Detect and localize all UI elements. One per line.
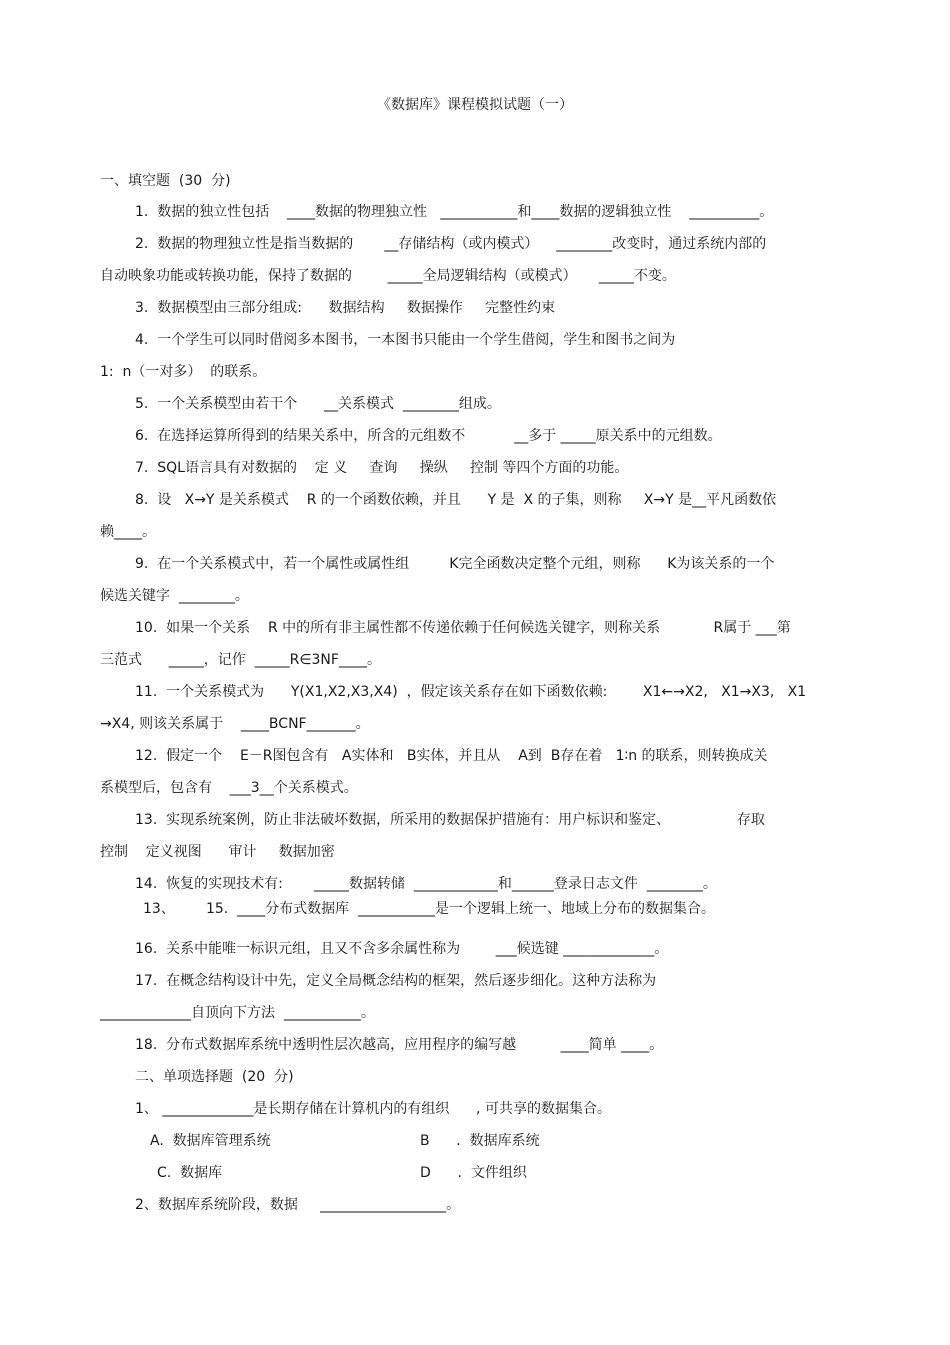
choice-option-c: C. 数据库 bbox=[157, 1165, 223, 1181]
question-line: 11. 一个关系模式为 Y(X1,X2,X3,X4) ，假定该关系存在如下函数依赖: X1←→X2, X1→X3, X1 bbox=[135, 684, 807, 700]
question-line: 2. 数据的物理独立性是指当数据的 __存储结构（或内模式） ________改变时，通过系统内部的 bbox=[135, 236, 767, 252]
question-line: 1: n（一对多） 的联系。 bbox=[100, 364, 267, 380]
question-line: 1、 _____________是长期存储在计算机内的有组织 , 可共享的数据集合。 bbox=[135, 1101, 611, 1117]
choice-option-a: A. 数据库管理系统 bbox=[150, 1133, 271, 1149]
choice-option-d: D . 文件组织 bbox=[420, 1165, 527, 1181]
question-line: 1. 数据的独立性包括 ____数据的物理独立性 ___________和____数据的逻辑独立性 __________。 bbox=[135, 204, 774, 220]
question-line: 5. 一个关系模型由若干个 __关系模式 ________组成。 bbox=[135, 396, 501, 412]
page-title: 《数据库》课程模拟试题（一） bbox=[377, 97, 573, 113]
question-line: 8. 设 X→Y 是关系模式 R 的一个函数依赖，并且 Y 是 X 的子集，则称 X→Y 是__平凡函数依 bbox=[135, 492, 777, 508]
question-line: 控制 定义视图 审计 数据加密 bbox=[100, 844, 335, 860]
question-line: →X4, 则该关系属于 ____BCNF_______。 bbox=[100, 716, 370, 732]
question-line: 4. 一个学生可以同时借阅多本图书，一本图书只能由一个学生借阅，学生和图书之间为 bbox=[135, 332, 676, 348]
question-line: 13、 15. ____分布式数据库 ___________是一个逻辑上统一、地域上分布的数据集合。 bbox=[143, 901, 716, 917]
question-line: 12. 假定一个 E－R图包含有 A实体和 B实体，并且从 A到 B存在着 1∶n 的联系，则转换成关 bbox=[135, 748, 768, 764]
question-line: 系模型后，包含有 ___3__个关系模式。 bbox=[100, 780, 358, 796]
question-line: 赖____。 bbox=[100, 524, 156, 540]
question-line: 10. 如果一个关系 R 中的所有非主属性都不传递依赖于任何候选关键字，则称关系 R属于 ___第 bbox=[135, 620, 791, 636]
choice-option-b: B . 数据库系统 bbox=[420, 1133, 540, 1149]
question-line: 9. 在一个关系模式中，若一个属性或属性组 K完全函数决定整个元组，则称 K为该关系的一个 bbox=[135, 556, 775, 572]
question-line: 候选关键字 ________。 bbox=[100, 588, 249, 604]
question-line: 17. 在概念结构设计中先，定义全局概念结构的框架，然后逐步细化。这种方法称为 bbox=[135, 973, 657, 989]
question-line: _____________自顶向下方法 ___________。 bbox=[100, 1005, 375, 1021]
question-line: 三范式 _____，记作 _____R∈3NF____。 bbox=[100, 652, 381, 668]
question-line: 18. 分布式数据库系统中透明性层次越高，应用程序的编写越 ____简单 ____。 bbox=[135, 1037, 664, 1053]
question-line: 13. 实现系统案例，防止非法破坏数据，所采用的数据保护措施有：用户标识和鉴定、 存取 bbox=[135, 812, 765, 828]
question-line: 6. 在选择运算所得到的结果关系中，所含的元组数不 __多于 _____原关系中的元组数。 bbox=[135, 428, 722, 444]
question-line: 14. 恢复的实现技术有: _____数据转储 ____________和______登录日志文件 ________。 bbox=[135, 876, 717, 892]
question-line: 自动映象功能或转换功能，保持了数据的 _____全局逻辑结构（或模式） _____不变。 bbox=[100, 268, 676, 284]
question-line: 3. 数据模型由三部分组成: 数据结构 数据操作 完整性约束 bbox=[135, 300, 556, 316]
question-line: 7. SQL语言具有对数据的 定 义 查询 操纵 控制 等四个方面的功能。 bbox=[135, 460, 629, 476]
section-heading-fill-blank: 一、填空题 (30 分) bbox=[100, 173, 231, 189]
question-line: 16. 关系中能唯一标识元组，且又不含多余属性称为 ___候选键 _____________。 bbox=[135, 941, 669, 957]
section-heading-single-choice: 二、单项选择题 (20 分) bbox=[135, 1069, 294, 1085]
question-line: 2、数据库系统阶段，数据 __________________。 bbox=[135, 1197, 461, 1213]
